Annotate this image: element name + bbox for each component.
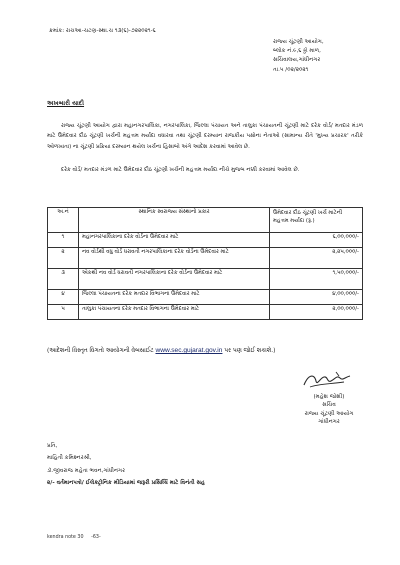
row-serial: ૨ — [48, 248, 79, 269]
signatory-block — [285, 393, 373, 427]
row-body-type: નવ વોર્ડથી વધુ વોર્ડ ધરાવતી નગરપાલિકાના દરેક વોર્ડના ઉમેદવાર માટે — [79, 248, 270, 269]
letter-date: તા.૫ /૦૨/૨૦૨૧ — [273, 66, 309, 73]
recipient-prefix: પ્રતિ, — [47, 443, 58, 449]
footer-page: -63- — [91, 535, 101, 540]
recipient-line-2: ડૉ.જીવરાજ મહેતા ભવન,ગાંધીનગર — [47, 467, 125, 474]
row-body-type: એકથી નવ વોર્ડ ધરાવતી નગરપાલિકાના દરેક વોર્ડના ઉમેદવાર માટે — [79, 269, 270, 290]
row-body-type: જિલ્લા પંચાયતના દરેક મતદાર વિભાગના ઉમેદવાર માટે — [79, 290, 270, 305]
sender-complex: સચિવાલય,ગાંધીનગર — [273, 57, 321, 64]
paragraph-intro: રાજ્ય ચૂંટણી આયોગ દ્વારા મહાનગરપાલિકા, નગરપાલિકા, જિલ્લા પંચાયત અને તાલુકા પંચાયતની ચૂંટણી માટે દરેક વોર્ડ/ મતદાર મંડળ માટે ઉમેદવાર દીઠ ચૂંટણી ખર્ચની મહત્તમ મર્યાદા વધારવા તથા ચૂંટણી દરમ્યાન રાજકીય પક્ષોના નેતાઓ (સામાન્ય રીતે 'મુખ્ય પ્રચારક' તરીકે ઓળખાતા) ના ચૂંટણી પ્રક્રિયા દરમ્યાન થયેલ ખર્ચના હિસાબો અંગે આદેશ કરવામાં આવેલ છે. — [47, 123, 363, 150]
sender-address — [273, 38, 324, 75]
press-note-title: અખબારી યાદી — [47, 100, 85, 107]
recipient-line-3: ૨/- વર્તમાનપત્રો/ ઈલેક્ટ્રોનિક મીડિયામાં જરૂરી પ્રસિધ્ધિ માટે વિનંતી સહ — [47, 480, 206, 487]
website-note-prefix: (આદેશની વિસ્તૃત વિગતો આયોગની વેબસાઈટ — [47, 348, 156, 354]
recipient-line-1: માહિતી કમિશ્નરશ્રી, — [47, 455, 92, 462]
website-note — [47, 347, 275, 355]
row-serial: ૪ — [48, 290, 79, 305]
row-body-type: તાલુકા પંચાયતના દરેક મતદાર વિભાગના ઉમેદવાર માટે — [79, 305, 270, 320]
row-limit: ૬,૦૦,૦૦૦/- — [270, 233, 363, 248]
table-row — [48, 305, 363, 320]
row-limit: ૨,૦૦,૦૦૦/- — [270, 305, 363, 320]
header-limit: ઉમેદવાર દીઠ ચૂંટણી ખર્ચ માટેની મહત્તમ મર્યાદા (રૂ.) — [270, 208, 363, 233]
row-limit: ૪,૦૦,૦૦૦/- — [270, 290, 363, 305]
recipient-block — [47, 440, 205, 490]
table-row — [48, 290, 363, 305]
signer-designation: સચિવ — [322, 402, 336, 409]
footer-note: kendra note 30 — [47, 535, 84, 540]
paragraph-limits: દરેક વોર્ડ/ મતદાર મંડળ માટે ઉમેદવાર દીઠ ચૂંટણી ખર્ચની મહત્તમ મર્યાદા નીચે મુજબ નક્કી કરવામાં આવેલ છે. — [61, 167, 300, 173]
table-header-row — [48, 208, 363, 233]
sender-office: રાજ્ય ચૂંટણી આયોગ, — [273, 39, 324, 45]
expense-limit-table — [47, 207, 363, 320]
row-limit: ૨,૨૫,૦૦૦/- — [270, 248, 363, 269]
table-row — [48, 233, 363, 248]
handwritten-signature — [298, 369, 354, 393]
website-link[interactable]: www.sec.gujarat.gov.in — [155, 347, 223, 354]
row-limit: ૧,૫૦,૦૦૦/- — [270, 269, 363, 290]
row-serial: ૫ — [48, 305, 79, 320]
header-body-type: સ્થાનિક સ્વરાજ્ય સંસ્થાનો પ્રકાર — [79, 208, 270, 233]
sender-address-line: બ્લોક નં.૯,૬ ઠ્ઠો માળ, — [273, 48, 321, 55]
header-serial: અ.નં — [48, 208, 79, 233]
row-serial: ૧ — [48, 233, 79, 248]
table-row — [48, 269, 363, 290]
signer-name: (મહેશ જોશી) — [313, 394, 345, 400]
page-footer — [47, 535, 101, 540]
website-note-suffix: પર પણ જોઈ શકાશે.) — [222, 348, 276, 354]
row-body-type: મહાનગરપાલિકાના દરેક વોર્ડના ઉમેદવાર માટે — [79, 233, 270, 248]
signer-city: ગાંધીનગર — [318, 419, 340, 426]
row-serial: ૩ — [48, 269, 79, 290]
signer-office: રાજ્ય ચૂંટણી આયોગ — [304, 410, 354, 417]
table-row — [48, 248, 363, 269]
reference-number: ક્રમાંક: રાચઆ-ચટણ-સ્થા.ચ ૧૩(૬)-૭૨૨૦૨૧-૬ — [49, 28, 156, 34]
